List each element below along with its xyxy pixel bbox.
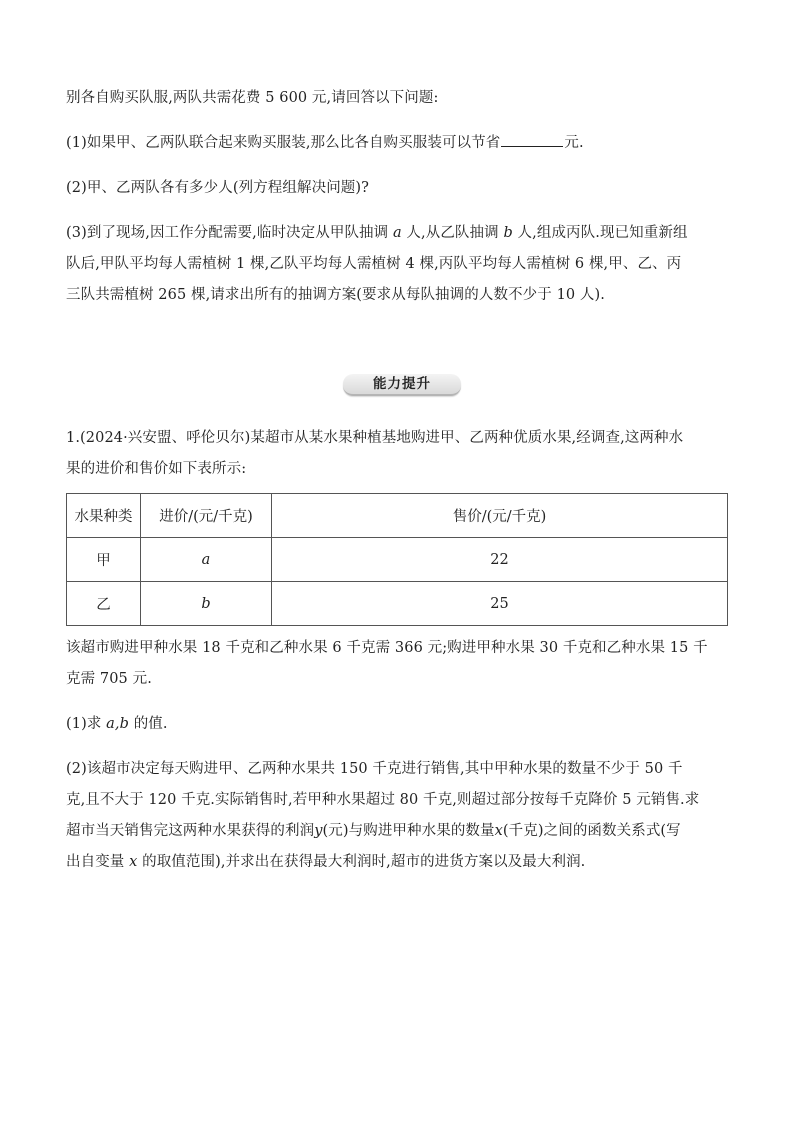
prev-question-1 [66, 131, 584, 152]
prev-question-3-line-1 [66, 221, 688, 242]
fruit-price-table [66, 493, 728, 626]
prev-question-3-line-2: 队后,甲队平均每人需植树 1 棵,乙队平均每人需植树 4 棵,丙队平均每人需植树 6 棵,甲、乙、丙 [66, 256, 682, 272]
table-row [67, 538, 728, 582]
q2-l3-text-b: (元)与购进甲种水果的数量 [322, 823, 495, 839]
q2-l4-text-b: 的取值范围),并求出在获得最大利润时,超市的进货方案以及最大利润. [137, 854, 586, 870]
prev-line-1: 别各自购买队服,两队共需花费 5 600 元,请回答以下问题: [66, 90, 439, 106]
row-cost [141, 582, 272, 626]
row-price: 22 [272, 538, 728, 582]
prev-q1-text: (1)如果甲、乙两队联合起来购买服装,那么比各自购买服装可以节省 [66, 135, 501, 151]
q2-l3-text-a: 超市当天销售完这两种水果获得的利润 [66, 823, 315, 839]
table-row [67, 582, 728, 626]
problem1-line-2: 果的进价和售价如下表所示: [66, 461, 247, 477]
cost-var: a [201, 551, 211, 568]
row-cost [141, 538, 272, 582]
prev-q3-text-c: 人,组成丙队.现已知重新组 [512, 225, 688, 241]
var-x: x [494, 823, 503, 839]
problem1-line-1: 1.(2024·兴安盟、呼伦贝尔)某超市从某水果种植基地购进甲、乙两种优质水果,经调查,这两种水 [66, 430, 684, 446]
prev-q3-text-b: 人,从乙队抽调 [401, 225, 504, 241]
row-price: 25 [272, 582, 728, 626]
problem1-after-line-1: 该超市购进甲种水果 18 千克和乙种水果 6 千克需 366 元;购进甲种水果 30 千克和乙种水果 15 千 [66, 640, 708, 656]
header-cost: 进价/(元/千克) [141, 494, 272, 538]
var-y: y [314, 823, 323, 839]
prev-q1-unit: 元. [564, 135, 584, 151]
header-kind: 水果种类 [67, 494, 141, 538]
prev-q3-text-a: (3)到了现场,因工作分配需要,临时决定从甲队抽调 [66, 225, 393, 241]
header-price: 售价/(元/千克) [272, 494, 728, 538]
var-a: a [392, 225, 402, 241]
q2-l4-text-a: 出自变量 [66, 854, 130, 870]
q1-text-a: (1)求 [66, 716, 107, 732]
section-title-badge: 能力提升 [343, 374, 461, 396]
problem1-question-2-line-4 [66, 850, 585, 871]
problem1-question-2-line-3 [66, 819, 681, 840]
q1-text-b: 的值. [129, 716, 168, 732]
row-kind: 乙 [67, 582, 141, 626]
row-kind: 甲 [67, 538, 141, 582]
problem1-question-1 [66, 712, 168, 733]
answer-blank [501, 134, 563, 147]
var-x: x [129, 854, 138, 870]
prev-question-3-line-3: 三队共需植树 265 棵,请求出所有的抽调方案(要求从每队抽调的人数不少于 10 人). [66, 287, 605, 303]
var-b: b [503, 225, 513, 241]
q1-vars: a,b [106, 716, 129, 732]
table-header-row [67, 494, 728, 538]
cost-var: b [201, 595, 211, 612]
problem1-after-line-2: 克需 705 元. [66, 671, 152, 687]
problem1-question-2-line-1: (2)该超市决定每天购进甲、乙两种水果共 150 千克进行销售,其中甲种水果的数量不少于 50 千 [66, 761, 683, 777]
q2-l3-text-c: (千克)之间的函数关系式(写 [502, 823, 681, 839]
prev-question-2: (2)甲、乙两队各有多少人(列方程组解决问题)? [66, 180, 370, 196]
problem1-question-2-line-2: 克,且不大于 120 千克.实际销售时,若甲种水果超过 80 千克,则超过部分按每千克降价 5 元销售.求 [66, 792, 700, 808]
